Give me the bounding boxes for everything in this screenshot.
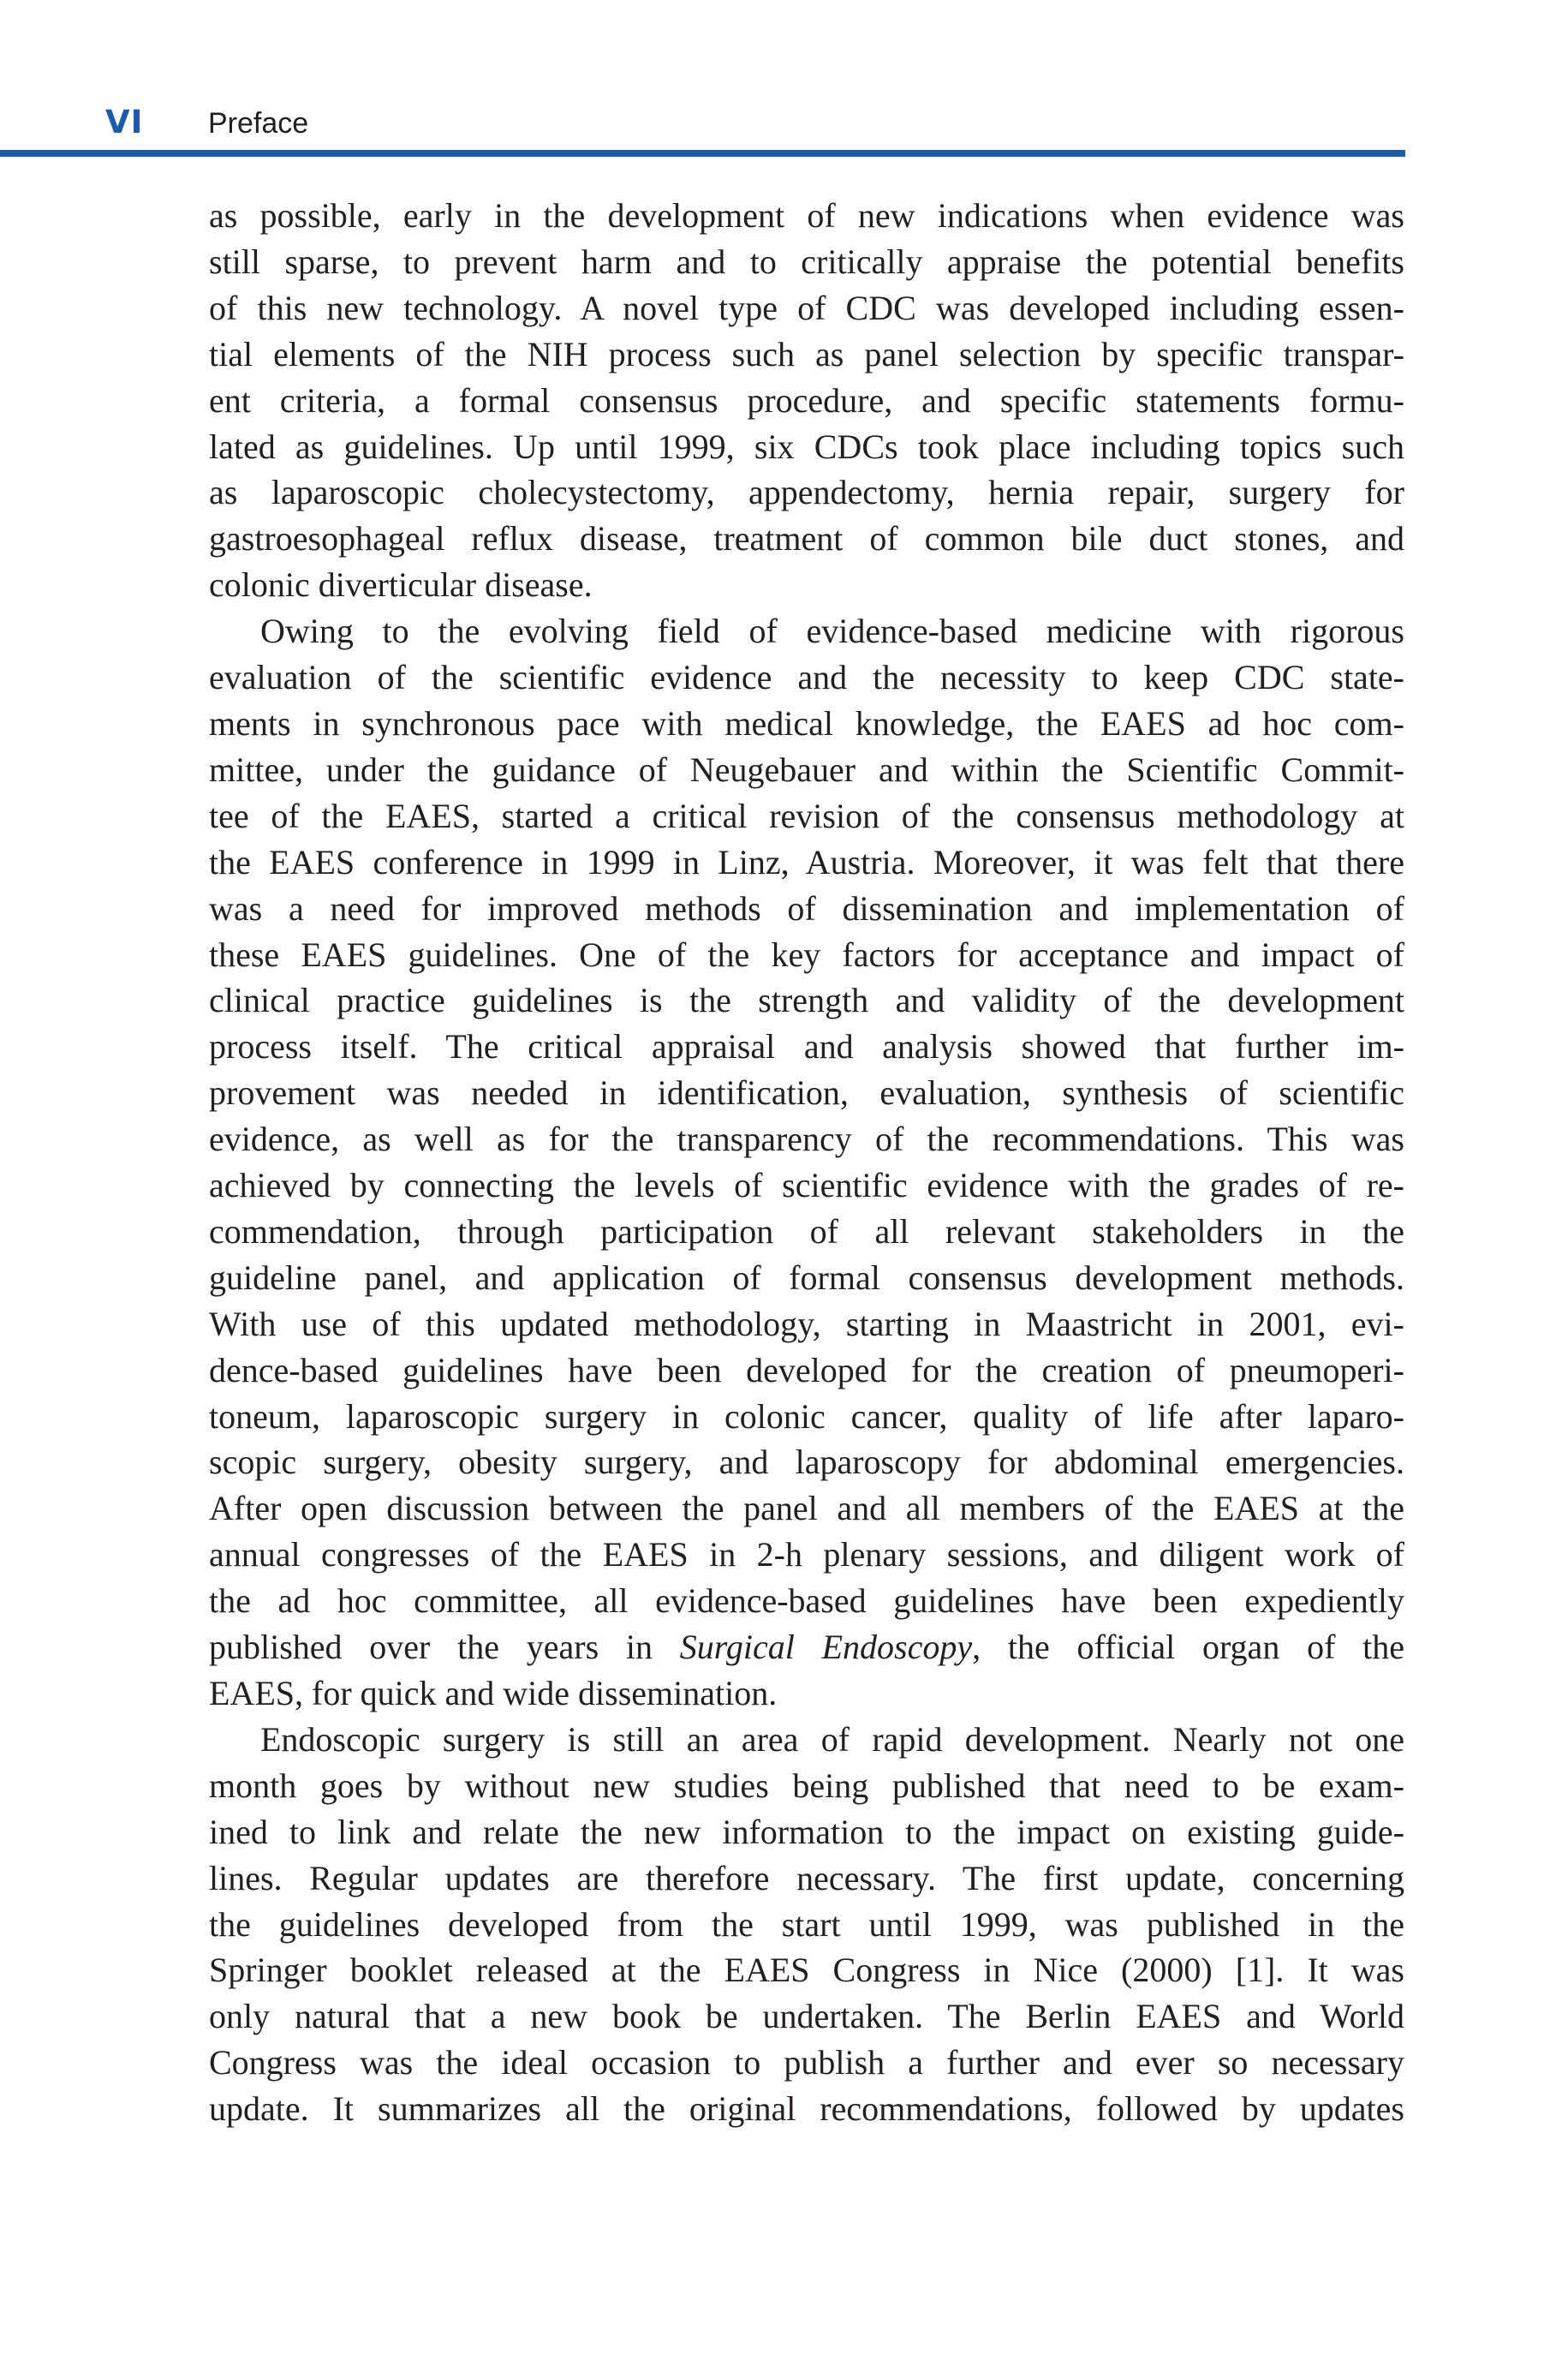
text-line: achieved by connecting the levels of scientific evidence with the grades of re- xyxy=(209,1166,1404,1205)
text-line: ent criteria, a formal consensus procedure, and specific statements formu- xyxy=(209,380,1404,420)
paragraph-2 xyxy=(209,608,1404,1717)
paragraph-1 xyxy=(209,193,1404,608)
text-line: as laparoscopic cholecystectomy, appendectomy, hernia repair, surgery for xyxy=(209,473,1404,512)
text-run: published over the years in xyxy=(209,1628,680,1667)
text-line: the ad hoc committee, all evidence-based guidelines have been expediently xyxy=(209,1581,1404,1621)
text-line: update. It summarizes all the original recommendations, followed by updates xyxy=(209,2089,1404,2129)
paragraph-3 xyxy=(209,1717,1404,2132)
text-line: evaluation of the scientific evidence and the necessity to keep CDC state- xyxy=(209,658,1404,697)
text-line: lated as guidelines. Up until 1999, six CDCs took place including topics such xyxy=(209,427,1404,466)
text-line: the EAES conference in 1999 in Linz, Austria. Moreover, it was felt that there xyxy=(209,842,1404,881)
text-run: , the official organ of the xyxy=(972,1628,1404,1667)
text-line: commendation, through participation of all relevant stakeholders in the xyxy=(209,1211,1404,1251)
running-head: Preface xyxy=(208,107,309,140)
text-line: ined to link and relate the new information to the impact on existing guide- xyxy=(209,1812,1404,1851)
text-line: evidence, as well as for the transparency of the recommendations. This was xyxy=(209,1120,1404,1159)
text-line: guideline panel, and application of formal consensus development methods. xyxy=(209,1258,1404,1297)
text-line: After open discussion between the panel and all members of the EAES at the xyxy=(209,1489,1404,1528)
text-line: as possible, early in the development of new indications when evidence was xyxy=(209,196,1404,235)
text-line: lines. Regular updates are therefore necessary. The first update, concerning xyxy=(209,1858,1404,1897)
text-line: mittee, under the guidance of Neugebauer and within the Scientific Commit- xyxy=(209,750,1404,789)
text-line: With use of this updated methodology, starting in Maastricht in 2001, evi- xyxy=(209,1304,1404,1343)
text-line: Owing to the evolving field of evidence-based medicine with rigorous xyxy=(260,612,1404,651)
text-line: colonic diverticular disease. xyxy=(209,565,593,605)
text-line: process itself. The critical appraisal and analysis showed that further im- xyxy=(209,1027,1404,1067)
text-line: of this new technology. A novel type of CDC was developed including essen- xyxy=(209,288,1404,327)
header-rule xyxy=(0,150,1405,157)
text-line: clinical practice guidelines is the strength and validity of the development xyxy=(209,981,1404,1020)
text-line: dence-based guidelines have been developed for the creation of pneumoperi- xyxy=(209,1350,1404,1389)
text-line: annual congresses of the EAES in 2-h plenary sessions, and diligent work of xyxy=(209,1535,1404,1574)
page-number: VI xyxy=(105,104,144,140)
text-line: the guidelines developed from the start until 1999, was published in the xyxy=(209,1904,1404,1944)
text-line: scopic surgery, obesity surgery, and laparoscopy for abdominal emergencies. xyxy=(209,1443,1404,1482)
journal-title: Surgical Endoscopy xyxy=(679,1628,973,1667)
text-line-with-italic xyxy=(209,1624,1404,1670)
text-line: Endoscopic surgery is still an area of rapid development. Nearly not one xyxy=(260,1719,1404,1759)
text-line: Congress was the ideal occasion to publish a further and ever so necessary xyxy=(209,2043,1404,2082)
text-line: these EAES guidelines. One of the key factors for acceptance and impact of xyxy=(209,935,1404,974)
text-line: tial elements of the NIH process such as panel selection by specific transpar- xyxy=(209,334,1404,373)
text-line: month goes by without new studies being published that need to be exam- xyxy=(209,1766,1404,1805)
text-line: still sparse, to prevent harm and to critically appraise the potential benefits xyxy=(209,242,1404,281)
page-header xyxy=(0,0,1568,163)
text-line: only natural that a new book be undertaken. The Berlin EAES and World xyxy=(209,1997,1404,2036)
text-line: was a need for improved methods of dissemination and implementation of xyxy=(209,888,1404,928)
text-line: gastroesophageal reflux disease, treatment of common bile duct stones, and xyxy=(209,519,1404,559)
text-line: tee of the EAES, started a critical revision of the consensus methodology at xyxy=(209,796,1404,835)
text-line: toneum, laparoscopic surgery in colonic cancer, quality of life after laparo- xyxy=(209,1396,1404,1436)
text-line: provement was needed in identification, evaluation, synthesis of scientific xyxy=(209,1073,1404,1113)
body-text xyxy=(209,193,1404,2132)
text-line: ments in synchronous pace with medical knowledge, the EAES ad hoc com- xyxy=(209,703,1404,743)
text-line: Springer booklet released at the EAES Congress in Nice (2000) [1]. It was xyxy=(209,1951,1404,1990)
text-line: EAES, for quick and wide dissemination. xyxy=(209,1674,778,1712)
